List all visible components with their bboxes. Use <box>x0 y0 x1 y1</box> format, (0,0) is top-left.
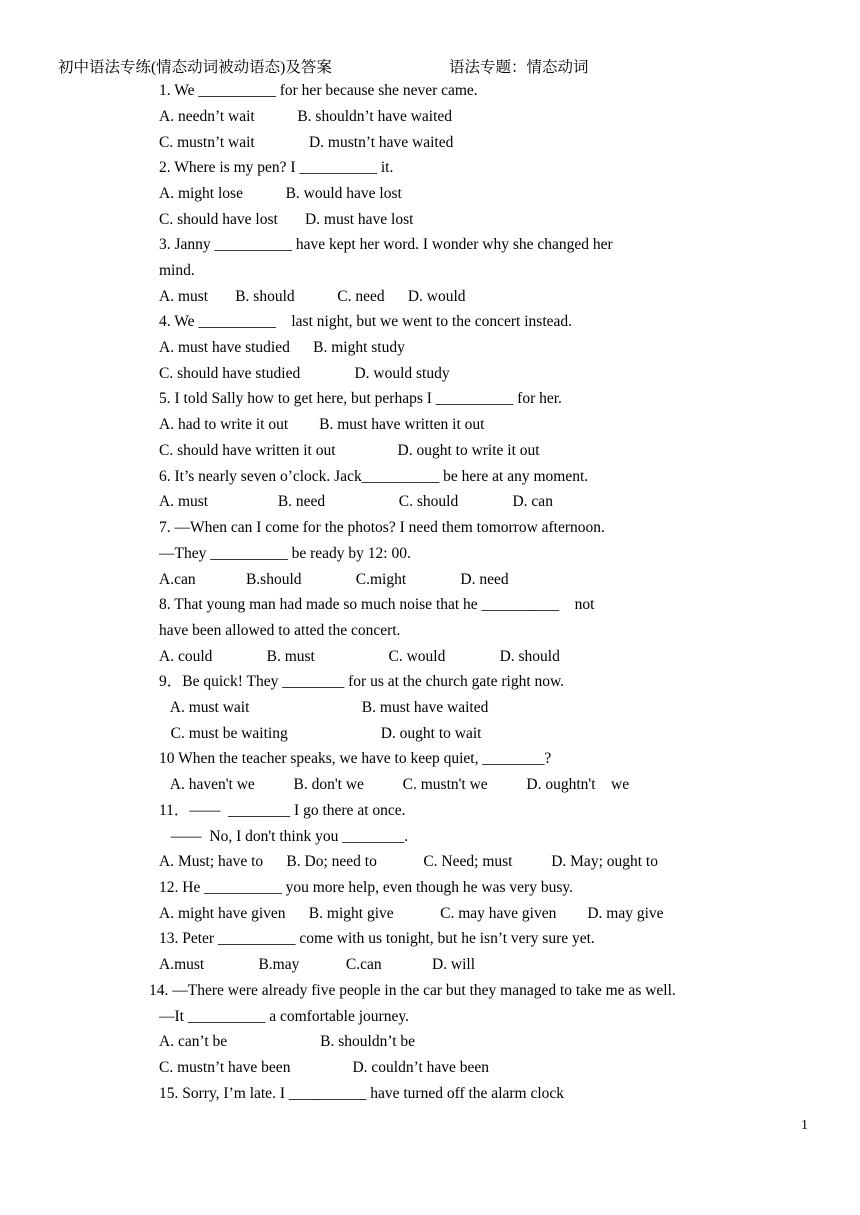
question-11-response: —— No, I don't think you ________. <box>159 828 409 845</box>
question-11: 11．—— ________ I go there at once. <box>159 802 406 819</box>
header-topic: 语法专题：情态动词 <box>449 59 589 76</box>
question-14: 14. —There were already five people in the car but they managed to take me as well. <box>149 982 676 999</box>
question-2-options-ab: A. might lose B. would have lost <box>159 185 402 202</box>
question-8-options: A. could B. must C. would D. should <box>159 648 560 665</box>
question-10: 10 When the teacher speaks, we have to keep quiet, ________? <box>159 750 552 767</box>
question-11-options: A. Must; have to B. Do; need to C. Need; must D. May; ought to <box>159 853 658 870</box>
question-6-options: A. must B. need C. should D. can <box>159 493 553 510</box>
question-1-options-ab: A. needn’t wait B. shouldn’t have waited <box>159 108 453 125</box>
question-14-options-cd: C. mustn’t have been D. couldn’t have been <box>159 1059 490 1076</box>
question-8: 8. That young man had made so much noise that he __________ not <box>159 596 595 613</box>
question-1: 1. We __________ for her because she never came. <box>159 82 478 99</box>
question-6: 6. It’s nearly seven o’clock. Jack__________ be here at any moment. <box>159 468 589 485</box>
question-7-response: —They __________ be ready by 12: 00. <box>159 545 411 562</box>
question-10-options: A. haven't we B. don't we C. mustn't we D. oughtn't we <box>159 776 630 793</box>
question-3-continued: mind. <box>159 262 195 279</box>
question-13-options: A.must B.may C.can D. will <box>159 956 476 973</box>
question-9: 9．Be quick! They ________ for us at the church gate right now. <box>159 673 565 690</box>
question-13: 13. Peter __________ come with us tonight, but he isn’t very sure yet. <box>159 930 595 947</box>
question-14-options-ab: A. can’t be B. shouldn’t be <box>159 1033 416 1050</box>
question-1-options-cd: C. mustn’t wait D. mustn’t have waited <box>159 134 454 151</box>
question-3-options: A. must B. should C. need D. would <box>159 288 466 305</box>
question-4: 4. We __________ last night, but we went to the concert instead. <box>159 313 573 330</box>
question-7: 7. —When can I come for the photos? I need them tomorrow afternoon. <box>159 519 605 536</box>
question-14-response: —It __________ a comfortable journey. <box>159 1008 409 1025</box>
question-9-options-ab: A. must wait B. must have waited <box>159 699 489 716</box>
question-5-options-ab: A. had to write it out B. must have written it out <box>159 416 485 433</box>
question-2: 2. Where is my pen? I __________ it. <box>159 159 394 176</box>
page-number: 1 <box>801 1118 808 1133</box>
question-3: 3. Janny __________ have kept her word. I wonder why she changed her <box>159 236 613 253</box>
question-4-options-ab: A. must have studied B. might study <box>159 339 405 356</box>
question-9-options-cd: C. must be waiting D. ought to wait <box>159 725 482 742</box>
question-5-options-cd: C. should have written it out D. ought to write it out <box>159 442 540 459</box>
page-header <box>0 55 860 79</box>
question-12-options: A. might have given B. might give C. may have given D. may give <box>159 905 664 922</box>
question-15: 15. Sorry, I’m late. I __________ have turned off the alarm clock <box>159 1085 565 1102</box>
question-12: 12. He __________ you more help, even though he was very busy. <box>159 879 573 896</box>
question-5: 5. I told Sally how to get here, but perhaps I __________ for her. <box>159 390 562 407</box>
question-7-options: A.can B.should C.might D. need <box>159 571 509 588</box>
question-8-continued: have been allowed to atted the concert. <box>159 622 401 639</box>
header-title: 初中语法专练(情态动词被动语态)及答案 <box>58 59 332 76</box>
question-4-options-cd: C. should have studied D. would study <box>159 365 450 382</box>
question-2-options-cd: C. should have lost D. must have lost <box>159 211 414 228</box>
